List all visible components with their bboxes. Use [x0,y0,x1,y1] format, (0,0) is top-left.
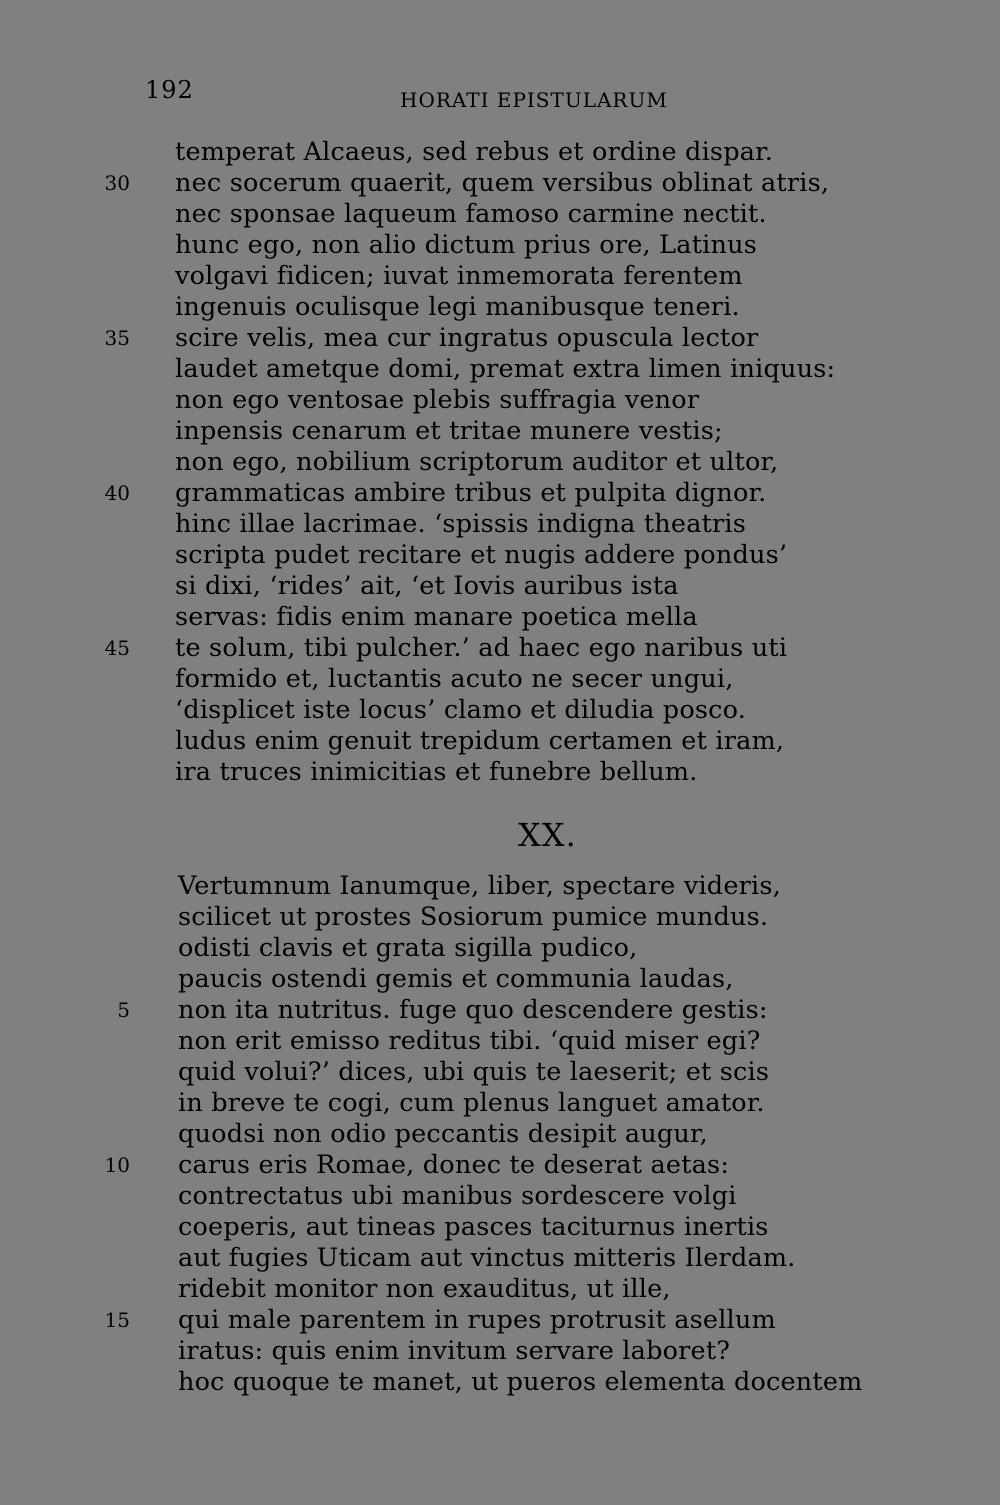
verse-text: quodsi non odio peccantis desipit augur, [178,1119,708,1149]
verse-line [0,1274,1000,1305]
verse-line [0,1119,1000,1150]
verse-text: non erit emisso reditus tibi. ‘quid miser egi? [178,1026,761,1056]
poem-xix-block [0,137,1000,788]
verse-text: volgavi fidicen; iuvat inmemorata ferentem [175,261,743,291]
verse-text: aut fugies Uticam aut vinctus mitteris Ilerdam. [178,1243,796,1273]
line-number: 40 [104,481,130,505]
verse-text: inpensis cenarum et tritae munere vestis; [175,416,723,446]
verse-line [0,757,1000,788]
verse-text: te solum, tibi pulcher.’ ad haec ego naribus uti [175,633,788,663]
poem-xx-block [0,871,1000,1398]
verse-text: servas: fidis enim manare poetica mella [175,602,698,632]
verse-line [0,509,1000,540]
verse-text: iratus: quis enim invitum servare laboret? [178,1336,731,1366]
verse-text: Vertumnum Ianumque, liber, spectare videris, [178,871,781,901]
line-number: 45 [104,636,130,660]
verse-line [0,1026,1000,1057]
verse-text: quid volui?’ dices, ubi quis te laeserit; et scis [178,1057,770,1087]
verse-text: nec socerum quaerit, quem versibus oblinat atris, [175,168,830,198]
verse-text: temperat Alcaeus, sed rebus et ordine dispar. [175,137,774,167]
verse-text: coeperis, aut tineas pasces taciturnus inertis [178,1212,769,1242]
verse-line [0,1212,1000,1243]
verse-line [0,726,1000,757]
verse-line [0,168,1000,199]
verse-line [0,1181,1000,1212]
verse-line [0,995,1000,1026]
verse-line [0,385,1000,416]
verse-text: scire velis, mea cur ingratus opuscula lector [175,323,759,353]
verse-text: paucis ostendi gemis et communia laudas, [178,964,734,994]
verse-line [0,933,1000,964]
verse-line [0,323,1000,354]
verse-text: odisti clavis et grata sigilla pudico, [178,933,638,963]
verse-line [0,292,1000,323]
verse-text: grammaticas ambire tribus et pulpita dignor. [175,478,767,508]
verse-text: ridebit monitor non exauditus, ut ille, [178,1274,671,1304]
verse-line [0,602,1000,633]
verse-text: hoc quoque te manet, ut pueros elementa docentem [178,1367,863,1397]
verse-text: laudet ametque domi, premat extra limen iniquus: [175,354,836,384]
verse-text: hinc illae lacrimae. ‘spissis indigna theatris [175,509,747,539]
verse-text: non ego, nobilium scriptorum auditor et ultor, [175,447,779,477]
verse-line [0,1367,1000,1398]
verse-text: non ego ventosae plebis suffragia venor [175,385,700,415]
verse-line [0,871,1000,902]
verse-text: nec sponsae laqueum famoso carmine nectit. [175,199,767,229]
verse-text: hunc ego, non alio dictum prius ore, Latinus [175,230,758,260]
running-head: HORATI EPISTULARUM [400,88,668,112]
page-number: 192 [145,76,194,104]
verse-text: ingenuis oculisque legi manibusque teneri. [175,292,740,322]
verse-line [0,633,1000,664]
verse-line [0,1057,1000,1088]
verse-line [0,354,1000,385]
verse-line [0,695,1000,726]
section-heading: XX. [518,816,577,854]
verse-text: qui male parentem in rupes protrusit asellum [178,1305,776,1335]
line-number: 30 [104,171,130,195]
line-number: 15 [104,1308,130,1332]
verse-line [0,1305,1000,1336]
verse-line [0,571,1000,602]
verse-line [0,261,1000,292]
verse-text: ‘displicet iste locus’ clamo et diludia posco. [175,695,747,725]
verse-line [0,1150,1000,1181]
line-number: 5 [117,998,130,1022]
verse-text: contrectatus ubi manibus sordescere volgi [178,1181,737,1211]
verse-line [0,1243,1000,1274]
verse-line [0,540,1000,571]
verse-line [0,416,1000,447]
verse-text: in breve te cogi, cum plenus languet amator. [178,1088,765,1118]
verse-line [0,230,1000,261]
verse-text: scripta pudet recitare et nugis addere pondus’ [175,540,788,570]
verse-line [0,1336,1000,1367]
verse-line [0,447,1000,478]
verse-text: carus eris Romae, donec te deserat aetas: [178,1150,730,1180]
verse-line [0,964,1000,995]
line-number: 35 [104,326,130,350]
verse-line [0,478,1000,509]
verse-line [0,902,1000,933]
verse-text: ludus enim genuit trepidum certamen et iram, [175,726,785,756]
verse-line [0,199,1000,230]
verse-text: formido et, luctantis acuto ne secer ungui, [175,664,734,694]
verse-line [0,1088,1000,1119]
verse-line [0,664,1000,695]
verse-text: non ita nutritus. fuge quo descendere gestis: [178,995,768,1025]
verse-text: scilicet ut prostes Sosiorum pumice mundus. [178,902,769,932]
verse-text: ira truces inimicitias et funebre bellum. [175,757,698,787]
verse-line [0,137,1000,168]
line-number: 10 [104,1153,130,1177]
verse-text: si dixi, ‘rides’ ait, ‘et Iovis auribus ista [175,571,679,601]
